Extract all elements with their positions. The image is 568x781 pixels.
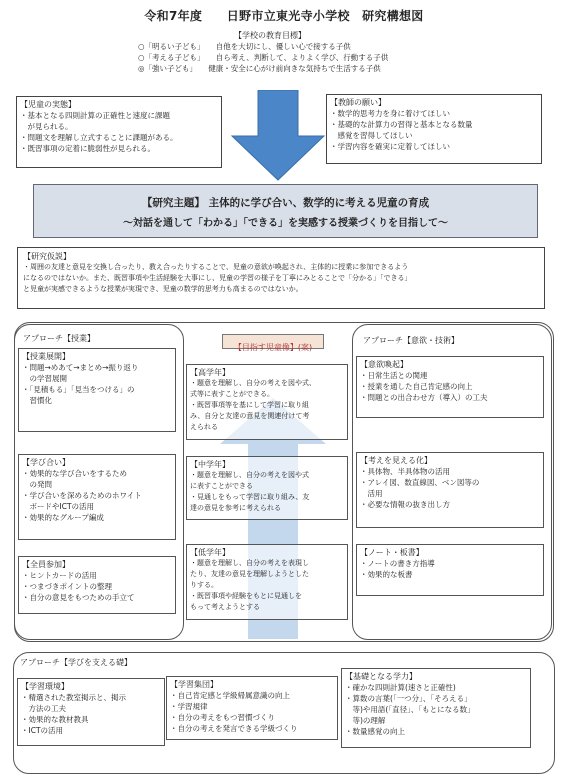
box-line: ・自分の意見をもつための手立て: [22, 593, 135, 602]
box-line: の学習展開: [22, 374, 67, 383]
down-arrow-icon: [228, 90, 328, 182]
box-line: ・見通しをもって学習に取り組み、友: [190, 493, 310, 501]
box-header: 【全員参加】: [22, 560, 70, 569]
box-header: 【低学年】: [190, 548, 230, 557]
zenin-sanka-box: [18, 556, 176, 614]
mieru-ka-box: [356, 452, 544, 528]
kogakunen-box: [186, 364, 348, 440]
goals-header: 【学校の教育目標】: [234, 31, 306, 40]
hypothesis-line: と児童が実感できるような授業が実現でき、児童の数学的思考力も高まるのではないか。: [23, 285, 303, 293]
goal-line: ○「考える子ども」 自ら考え、判断して、よりよく学び、行動する子供: [138, 53, 389, 62]
box-line: ・自分の考えをもつ習慣づくり: [170, 713, 275, 722]
box-line: ・効果的なグループ編成: [22, 513, 104, 522]
theme-sub: ～対話を通して「わかる」「できる」を実感する授業づくりを目指して～: [123, 218, 448, 229]
school-goals-box: [110, 30, 430, 86]
note-bansho-box: [356, 544, 544, 596]
jittai-line: ・基本となる四則計算の正確性と速度に課題: [20, 111, 170, 120]
box-line: に表すことができる: [190, 482, 253, 490]
box-line: ・確かな四則計算(速さと正確性): [345, 683, 456, 692]
box-header: 【学習環境】: [21, 682, 69, 691]
box-line: 等)の理解: [345, 716, 386, 725]
box-line: ・ICTの活用: [21, 726, 64, 735]
jugyo-tenkai-box: [18, 348, 176, 432]
gakushu-shudan-box: [166, 676, 338, 740]
gakushu-kankyo-box: [17, 678, 165, 746]
hypothesis-header: 【研究仮説】: [23, 252, 71, 261]
box-header: 【中学年】: [190, 460, 230, 469]
box-line: ・学習規律: [170, 702, 208, 711]
box-line: ・題意を理解し、自分の考えを図や式: [190, 471, 309, 479]
box-line: ・精選された教室掲示と、掲示: [21, 693, 126, 702]
mezasu-header-box: [222, 334, 324, 352]
box-line: ・ヒントカードの活用: [22, 571, 97, 580]
box-header: 【ノート・板書】: [360, 548, 424, 557]
chugakunen-box: [186, 456, 348, 520]
box-line: み、自分と友達の意見を関連付けて考: [190, 412, 310, 420]
approach-iyoku-header: アプローチ【意欲・技術】: [363, 336, 459, 345]
box-line: ・題意を理解し、自分の考えを図や式、: [190, 379, 316, 387]
kiso-gakuryoku-box: [341, 668, 531, 748]
box-line: ・具体物、半具体物の活用: [360, 467, 450, 476]
research-theme-box: [33, 184, 538, 238]
jittai-box: [16, 96, 222, 168]
hypothesis-box: [17, 247, 545, 309]
negai-line: ・基礎的な計算力の習得と基本となる数量: [330, 120, 473, 129]
box-line: たり、友達の意見を理解しようとした: [190, 570, 309, 578]
box-line: ・算数の言葉(「一つ分」、「そろえる」: [345, 694, 472, 703]
box-line: ・日常生活との関連: [360, 371, 428, 380]
approach-jugyo-header: アプローチ【授業】: [23, 334, 95, 343]
box-header: 【基礎となる学力】: [345, 672, 417, 681]
box-header: 【考えを見える化】: [360, 456, 432, 465]
box-line: ・アレイ図、数直線図、ベン図等の: [360, 478, 480, 487]
box-line: 活用: [360, 489, 383, 498]
box-line: ・効果的な教材教具: [21, 715, 89, 724]
box-line: ・自己肯定感と学級帰属意識の向上: [170, 691, 290, 700]
box-line: ・必要な情報の抜き出し方: [360, 500, 450, 509]
box-line: ・効果的な学び合いをするため: [22, 469, 127, 478]
box-line: ・つまづきポイントの整理: [22, 582, 112, 591]
negai-header: 【教師の願い】: [330, 98, 386, 107]
box-line: ボードやICTの活用: [22, 502, 95, 511]
box-line: 習慣化: [22, 396, 52, 405]
box-header: 【高学年】: [190, 368, 230, 377]
box-line: の発問: [22, 480, 52, 489]
box-line: ・題意を理解し、自分の考えを表現し: [190, 559, 309, 567]
jittai-line: ・既習事項の定着に脆弱性が見られる。: [20, 144, 155, 153]
box-line: 等)や用語(「直径」、「もとになる数」: [345, 705, 475, 714]
hypothesis-line: ・周囲の友達と意見を交換し合ったり、教え合ったりすることで、児童の意欲が喚起され、主体的に授業に参加できるよう: [23, 263, 409, 271]
box-line: ・問題との出合わせ方（導入）の工夫: [360, 393, 488, 402]
box-line: ・数量感覚の向上: [345, 727, 405, 736]
box-line: 式等に表すことができる。: [190, 390, 274, 398]
box-line: ・自分の考えを発言できる学級づくり: [170, 724, 298, 733]
theme-main: 【研究主題】 主体的に学び合い、数学的に考える児童の育成: [141, 197, 430, 209]
box-line: ・既習事項等を基にして学習に取り組: [190, 401, 309, 409]
box-header: 【学習集団】: [170, 680, 218, 689]
negai-line: ・数学的思考力を身に着けてほしい: [330, 109, 450, 118]
teigakunen-box: [186, 544, 348, 620]
box-header: 【授業展開】: [22, 352, 70, 361]
jittai-header: 【児童の実態】: [20, 100, 76, 109]
goal-line: ○「明るい子ども」 自他を大切にし、優しい心で接する子供: [138, 42, 351, 51]
iyoku-kanki-box: [356, 356, 544, 418]
negai-box: [326, 94, 542, 164]
box-line: ・既習事項や経験をもとに見通しを: [190, 592, 302, 600]
box-line: ・問題→めあて→まとめ→振り返り: [22, 363, 139, 372]
box-line: りする。: [190, 581, 218, 589]
box-line: ・「見積もる」「見当をつける」の: [22, 385, 135, 394]
box-line: もって考えようとする: [190, 603, 260, 611]
hypothesis-line: になるのではないか。また、既習事項や生活経験を大事にし、児童の学習の様子を丁寧にみとることで「分かる」「できる」: [23, 274, 412, 282]
negai-line: ・学習内容を確実に定着してほしい: [330, 142, 450, 151]
box-line: ・授業を通した自己肯定感の向上: [360, 382, 473, 391]
negai-line: 感覚を習得してほしい: [330, 131, 413, 140]
box-line: ・効果的な板書: [360, 570, 413, 579]
box-header: 【学び合い】: [22, 458, 70, 467]
goal-line: ◎「強い子ども」 健康・安全に心がけ前向きな気持ちで生活する子供: [138, 64, 381, 73]
page-title: 令和7年度 日野市立東光寺小学校 研究構想図: [144, 9, 424, 23]
jittai-line: ・問題文を理解し立式することに課題がある。: [20, 133, 178, 142]
box-line: 達の意見を参考に考えられる: [190, 504, 281, 512]
box-line: ・ノートの書き方指導: [360, 559, 435, 568]
jittai-line: が見られる。: [20, 122, 73, 131]
manabiai-box: [18, 454, 176, 540]
box-line: ・学び合いを深めるためのホワイト: [22, 491, 142, 500]
box-header: 【意欲喚起】: [360, 360, 408, 369]
approach-sasaeru-header: アプローチ【学びを支える礎】: [20, 658, 132, 667]
box-line: 方法の工夫: [21, 704, 66, 713]
box-line: えられる: [190, 423, 218, 431]
mezasu-header: 【目指す児童像】(案): [233, 343, 313, 352]
